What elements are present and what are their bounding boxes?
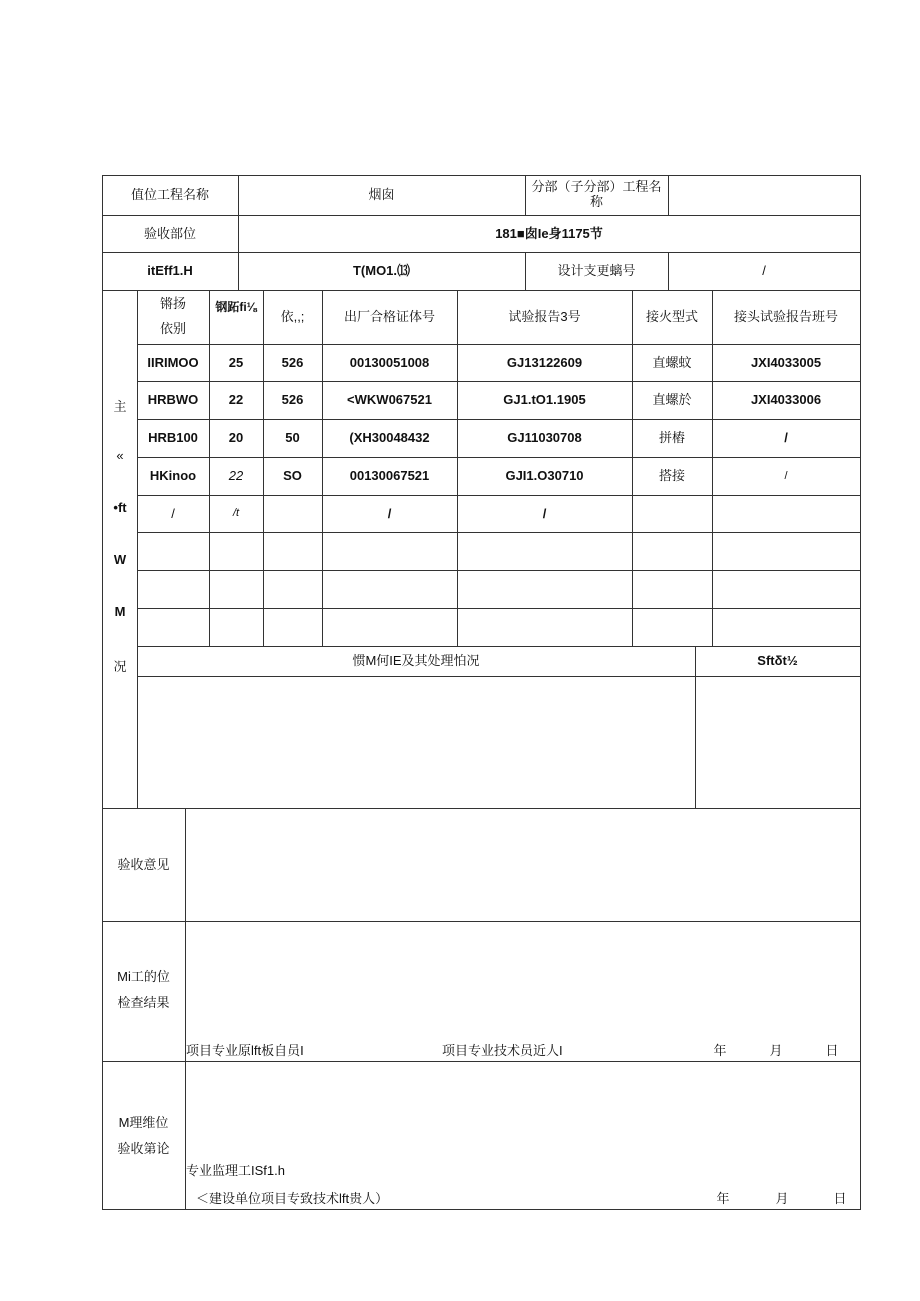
- cell-joint-type: 直螺於: [652, 392, 692, 408]
- design-change-label: 设计支更螭号: [557, 263, 636, 279]
- problem-handling-label: 惯M何IE及其处理怕况: [352, 653, 480, 669]
- subsection-label: [525, 175, 668, 215]
- row3-value: T(MO1.⒀: [352, 263, 411, 279]
- divider: [137, 532, 860, 533]
- cell-diameter: 22: [228, 392, 244, 408]
- supervision-conclusion-label: [102, 1106, 185, 1166]
- subsection-value: [668, 175, 860, 215]
- col-header-diameter: 钢跖fi⅛: [215, 299, 257, 314]
- supervision-month: 月: [775, 1191, 789, 1207]
- cell-diameter: /t: [232, 507, 240, 520]
- border-bottom: [102, 1209, 861, 1210]
- col-header-joint-report: 接头试验报告班号: [733, 309, 838, 325]
- design-change-value: /: [762, 263, 766, 279]
- acceptance-opinion-label: 验收意见: [117, 856, 170, 872]
- side-label-1: 主: [113, 399, 127, 414]
- cell-certificate: 00130051008: [349, 354, 430, 370]
- cell-test-report: GJ13122609: [506, 354, 583, 370]
- supervision-conclusion-label-line2: 验收第论: [117, 1141, 170, 1156]
- col-header-grade: [137, 290, 209, 344]
- side-label-2: «: [116, 448, 124, 463]
- cell-joint-report: JXI4033006: [750, 392, 822, 408]
- quality-inspector-signature: 项目专业原lft板自员I: [186, 1043, 304, 1059]
- cell-joint-type: 搭接: [658, 468, 685, 484]
- cell-diameter: 22: [228, 468, 244, 484]
- construction-check-label-line2: 检查结果: [117, 995, 170, 1010]
- supervising-engineer-signature: 专业监理工ISf1.h: [186, 1163, 285, 1179]
- divider: [102, 921, 861, 922]
- cell-test-report: /: [542, 505, 547, 521]
- side-label-3: •ft: [113, 500, 127, 515]
- cell-test-report: GJ1.tO1.1905: [503, 392, 586, 408]
- side-label-6: 况: [113, 659, 127, 674]
- cell-test-report: GJ11030708: [507, 430, 582, 446]
- cell-joint-report: JXI4033005: [750, 354, 822, 370]
- side-label-5: M: [114, 604, 126, 619]
- cell-grade: /: [171, 505, 175, 521]
- problem-handling-right-label: Sftδt½: [757, 653, 798, 669]
- cell-joint-type: [632, 495, 712, 532]
- cell-quantity: SO: [283, 468, 302, 484]
- cell-quantity: 50: [285, 430, 300, 446]
- cell-grade: HRBWO: [147, 392, 199, 408]
- row3-label: itEff1.H: [147, 263, 193, 279]
- supervision-day: 日: [833, 1191, 847, 1207]
- cell-certificate: (XH30048432: [349, 430, 430, 446]
- divider: [137, 570, 860, 571]
- construction-check-label-line1: Mi工的位: [117, 969, 170, 984]
- cell-grade: IIRIMOO: [147, 354, 199, 370]
- divider: [102, 1061, 861, 1062]
- divider: [102, 808, 861, 809]
- construction-day: 日: [825, 1043, 839, 1059]
- col-header-joint-type: 接火型式: [645, 309, 698, 325]
- border-right: [860, 175, 861, 1210]
- construction-check-label: [102, 960, 185, 1020]
- supervision-conclusion-label-line1: M理维位: [118, 1115, 169, 1130]
- supervision-year: 年: [716, 1191, 730, 1207]
- cell-test-report: GJI1.O30710: [505, 468, 584, 484]
- tech-lead-signature: 项目专业技术员近人I: [442, 1043, 563, 1059]
- cell-certificate: 00130067521: [349, 468, 430, 484]
- cell-joint-report: [712, 495, 860, 532]
- col-header-test-report: 试验报告3号: [508, 309, 581, 325]
- cell-diameter: 25: [228, 354, 244, 370]
- col-header-certificate: 出厂合格证体号: [343, 309, 435, 325]
- cell-quantity: [263, 495, 322, 532]
- construction-month: 月: [769, 1043, 783, 1059]
- cell-quantity: 526: [281, 392, 304, 408]
- subsection-label-line2: 称: [589, 194, 603, 209]
- cell-joint-report: /: [784, 430, 788, 446]
- inspection-part-value: 181■囱Ie身1175节: [495, 225, 603, 241]
- side-label-4: W: [113, 552, 127, 567]
- col-header-grade-line1: 锵扬: [159, 296, 186, 312]
- unit-name-value: 烟囱: [368, 187, 395, 203]
- cell-joint-type: 直螺蚊: [652, 354, 692, 370]
- col-header-quantity: 依,,;: [280, 309, 305, 325]
- cell-certificate: <WKW067521: [347, 392, 432, 408]
- cell-quantity: 526: [281, 354, 304, 370]
- construction-year: 年: [713, 1043, 727, 1059]
- cell-diameter: 20: [228, 430, 244, 446]
- col-header-grade-line2: 依别: [159, 321, 186, 336]
- owner-representative-signature: ＜建设单位项目专致技术lft贵人）: [196, 1191, 389, 1207]
- divider: [137, 676, 860, 677]
- divider: [185, 808, 186, 1210]
- unit-name-label: 值位工程名称: [130, 187, 209, 203]
- divider: [137, 608, 860, 609]
- subsection-label-line1: 分部（子分部）工程名: [531, 179, 662, 195]
- cell-grade: HRB100: [148, 430, 198, 446]
- cell-certificate: /: [387, 505, 392, 521]
- cell-joint-type: 拼樁: [658, 430, 685, 446]
- cell-grade: HKinoo: [149, 468, 197, 484]
- inspection-part-label: 验收部位: [143, 225, 196, 241]
- border-left: [102, 175, 103, 1210]
- cell-joint-report: /: [784, 469, 788, 482]
